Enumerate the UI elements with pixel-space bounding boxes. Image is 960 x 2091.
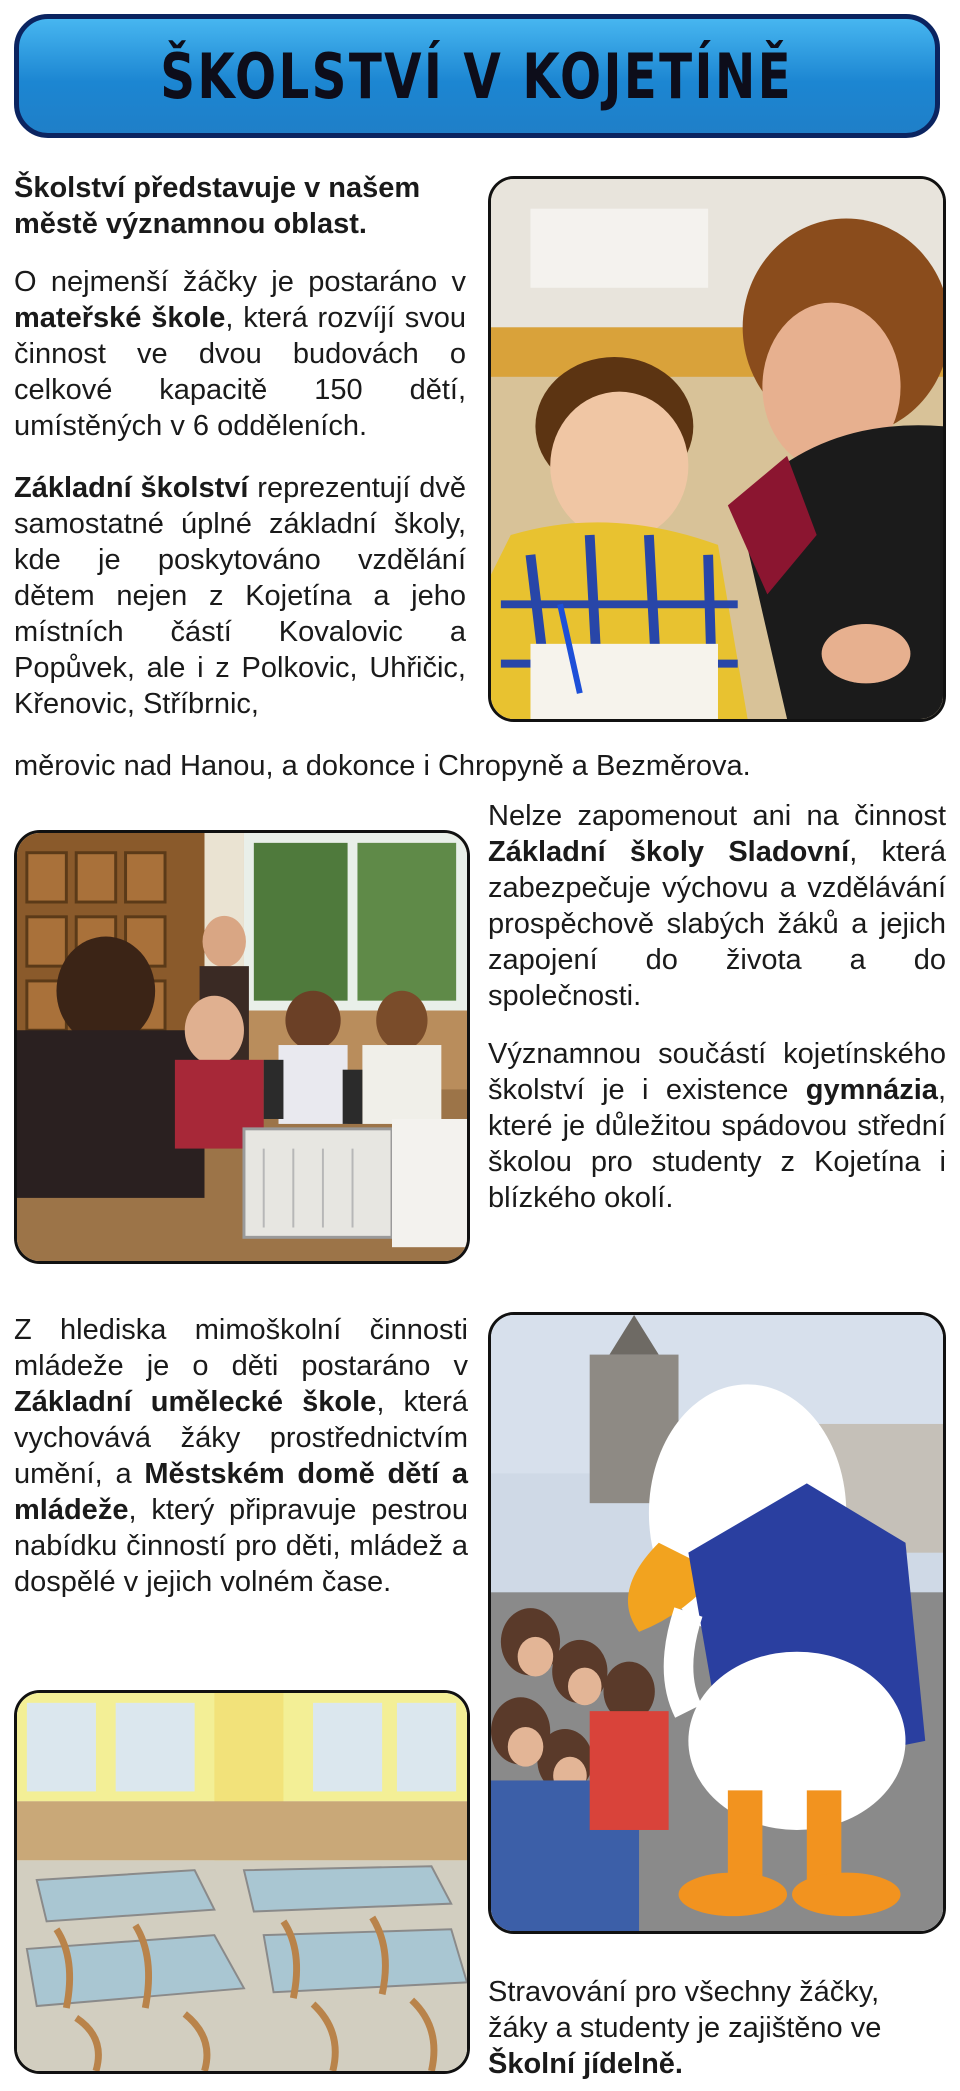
page-title: ŠKOLSTVÍ V KOJETÍNĚ bbox=[160, 39, 794, 113]
photo-school-canteen bbox=[14, 1690, 470, 2074]
zakladni-paragraph: Základní školství reprezentují dvě samostatné úplné základní školy, kde je poskytováno vzdělání dětem nejen z Kojetína a jeho místních částí Kovalovic a Popůvek, ale i z Polkovic, Uhřičic, Křenovic, Stříbrnic, bbox=[14, 472, 467, 720]
gymnazium-paragraph: Významnou součástí kojetínského školství je i existence gymnázia, které je důležitou spádovou střední školou pro studenty z Kojetína i blízkého okolí. bbox=[488, 1038, 946, 1214]
photo-duck-mascot bbox=[488, 1312, 946, 1934]
intro-lead: Školství představuje v našem městě významnou oblast. bbox=[14, 172, 421, 240]
zakladni-paragraph-tail: měrovic nad Hanou, a dokonce i Chropyně a Bezměrova. bbox=[14, 750, 751, 782]
sladovni-paragraph: Nelze zapomenout ani na činnost Základní školy Sladovní, která zabezpečuje výchovu a vzdělávání prospěchově slabých žáků a jejich zapojení do života a do společnosti. bbox=[488, 800, 946, 1012]
stravovani-paragraph: Stravování pro všechny žáčky, žáky a studenty je zajištěno ve Školní jídelně. bbox=[488, 1976, 882, 2080]
materska-paragraph: O nejmenší žáčky je postaráno v mateřské škole, která rozvíjí svou činnost ve dvou budovách o celkové kapacitě 150 dětí, umístěných v 6 odděleních. bbox=[14, 266, 466, 442]
photo-classroom-microscopes bbox=[14, 830, 470, 1264]
title-banner bbox=[14, 14, 940, 138]
photo-boy-with-teacher bbox=[488, 176, 946, 722]
mimoskolni-paragraph: Z hlediska mimoškolní činnosti mládeže je o děti postaráno v Základní umělecké škole, která vychovává žáky prostřednictvím umění, a Městském domě dětí a mládeže, který připravuje pestrou nabídku činností pro děti, mládež a dospělé v jejich volném čase. bbox=[14, 1314, 468, 1598]
